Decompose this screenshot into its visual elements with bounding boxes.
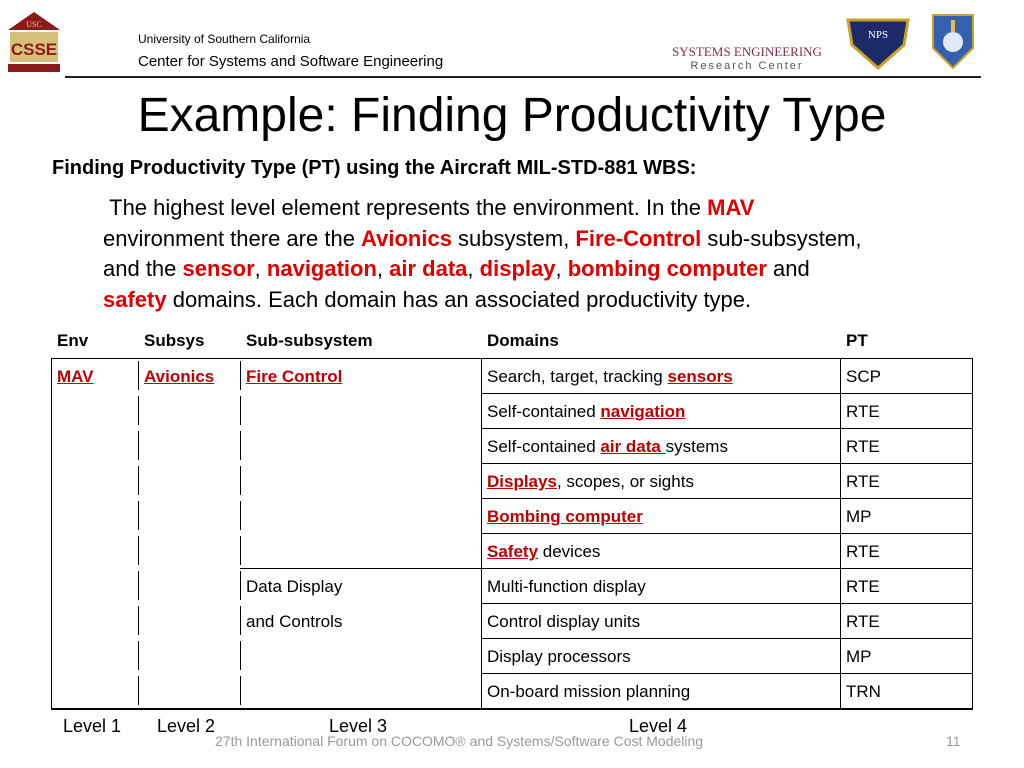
pt-cell: RTE: [846, 472, 880, 491]
domain-text: Control display units: [487, 612, 641, 631]
domain-cell: [487, 402, 685, 422]
table-gridline: [240, 606, 241, 635]
domain-link[interactable]: Bombing computer: [487, 507, 643, 526]
table-gridline: [240, 641, 241, 670]
org-university: University of Southern California: [138, 32, 311, 46]
table-gridline: [481, 393, 972, 394]
subsub-data-display: Data Display: [246, 577, 343, 596]
table-gridline: [138, 571, 139, 600]
domain-text: Self-contained: [487, 437, 601, 456]
svg-text:USC: USC: [26, 20, 42, 29]
domain-link[interactable]: sensors: [667, 367, 733, 386]
level-4-label: Level 4: [629, 716, 688, 736]
table-gridline: [481, 673, 972, 674]
domain-cell: [487, 367, 733, 387]
table-gridline: [240, 568, 481, 569]
domain-text: Search, target, tracking: [487, 367, 668, 386]
page-title: Example: Finding Productivity Type: [137, 89, 887, 142]
col-header-domains: Domains: [487, 331, 559, 350]
table-gridline: [481, 533, 972, 534]
env-mav-link[interactable]: MAV: [57, 367, 94, 386]
table-gridline: [51, 358, 52, 708]
table-gridline: [240, 501, 241, 530]
table-gridline: [138, 501, 139, 530]
domain-link[interactable]: Safety: [487, 542, 539, 561]
col-header-env: Env: [57, 331, 89, 350]
col-header-subsubsystem: Sub-subsystem: [246, 331, 373, 350]
col-header-pt: PT: [846, 331, 868, 350]
domain-text: On-board mission planning: [487, 682, 691, 701]
subsub-and-controls: and Controls: [246, 612, 343, 631]
table-gridline: [138, 396, 139, 425]
pt-cell: RTE: [846, 402, 880, 421]
domain-text: Self-contained: [487, 402, 601, 421]
table-gridline: [138, 361, 139, 390]
table-gridline: [138, 606, 139, 635]
pt-cell: RTE: [846, 542, 880, 561]
pt-cell: SCP: [846, 367, 881, 386]
table-gridline: [481, 568, 972, 569]
domain-text-suffix: systems: [665, 437, 728, 456]
table-gridline: [481, 638, 972, 639]
table-gridline: [138, 676, 139, 705]
level-1-label: Level 1: [63, 716, 122, 736]
domain-text: Multi-function display: [487, 577, 646, 596]
domain-link[interactable]: air data: [600, 437, 666, 456]
ser-logo: [662, 10, 832, 72]
footer-text: 27th International Forum on COCOMO® and Systems/Software Cost Modeling: [215, 733, 704, 749]
table-gridline: [138, 536, 139, 565]
table-gridline: [481, 603, 972, 604]
table-gridline: [138, 641, 139, 670]
subsub-fire-control-link[interactable]: Fire Control: [246, 367, 343, 386]
table-gridline: [240, 361, 241, 390]
domain-text: Display processors: [487, 647, 631, 666]
pt-cell: RTE: [846, 612, 880, 631]
afit-logo: [928, 10, 978, 72]
domain-text-suffix: devices: [538, 542, 601, 561]
table-gridline: [51, 358, 973, 359]
csse-logo: [8, 12, 60, 72]
table-gridline: [481, 463, 972, 464]
domain-link[interactable]: Displays: [487, 472, 557, 491]
org-center: Center for Systems and Software Engineering: [138, 53, 444, 70]
pt-cell: MP: [846, 507, 872, 526]
table-gridline: [138, 466, 139, 495]
table-gridline: [138, 431, 139, 460]
domain-cell: [487, 437, 728, 457]
domain-cell: [487, 472, 694, 492]
domain-cell: [487, 577, 646, 597]
domain-cell: [487, 507, 643, 527]
table-gridline: [481, 498, 972, 499]
ser-logo-line2: Research Center: [690, 60, 804, 72]
domain-link[interactable]: navigation: [600, 402, 686, 421]
table-gridline: [972, 358, 973, 708]
table-gridline: [240, 536, 241, 565]
pt-cell: RTE: [846, 437, 880, 456]
svg-text:NPS: NPS: [867, 29, 889, 41]
table-gridline: [481, 428, 972, 429]
level-2-label: Level 2: [157, 716, 216, 736]
description: The highest level element represents the environment. In the MAV environment there are the Avionics subsystem, Fire-Control sub-subsystem, and the sensor, navigation, air data, display, bombing computer and safety domains. Each domain has an associated productivity type.: [103, 195, 862, 312]
subtitle: Finding Productivity Type (PT) using the Aircraft MIL-STD-881 WBS:: [52, 157, 697, 179]
table-gridline: [240, 571, 241, 600]
table-gridline: [240, 396, 241, 425]
domain-text-suffix: , scopes, or sights: [556, 472, 694, 491]
subsys-avionics-link[interactable]: Avionics: [144, 367, 215, 386]
level-3-label: Level 3: [329, 716, 388, 736]
pt-cell: MP: [846, 647, 872, 666]
pt-cell: RTE: [846, 577, 880, 596]
domain-cell: [487, 647, 631, 667]
pt-cell: TRN: [846, 682, 881, 701]
ser-logo-line1: SYSTEMS ENGINEERING: [672, 44, 822, 59]
table-gridline: [240, 431, 241, 460]
domain-cell: [487, 542, 600, 562]
col-header-subsys: Subsys: [144, 331, 205, 350]
domain-cell: [487, 612, 640, 632]
header-divider: [65, 76, 981, 78]
nps-logo: [838, 10, 918, 70]
table-gridline: [240, 466, 241, 495]
svg-text:CSSE: CSSE: [10, 40, 58, 59]
table-gridline: [240, 676, 241, 705]
domain-cell: [487, 682, 690, 702]
table-gridline: [51, 708, 973, 710]
page-number: 11: [946, 733, 961, 749]
